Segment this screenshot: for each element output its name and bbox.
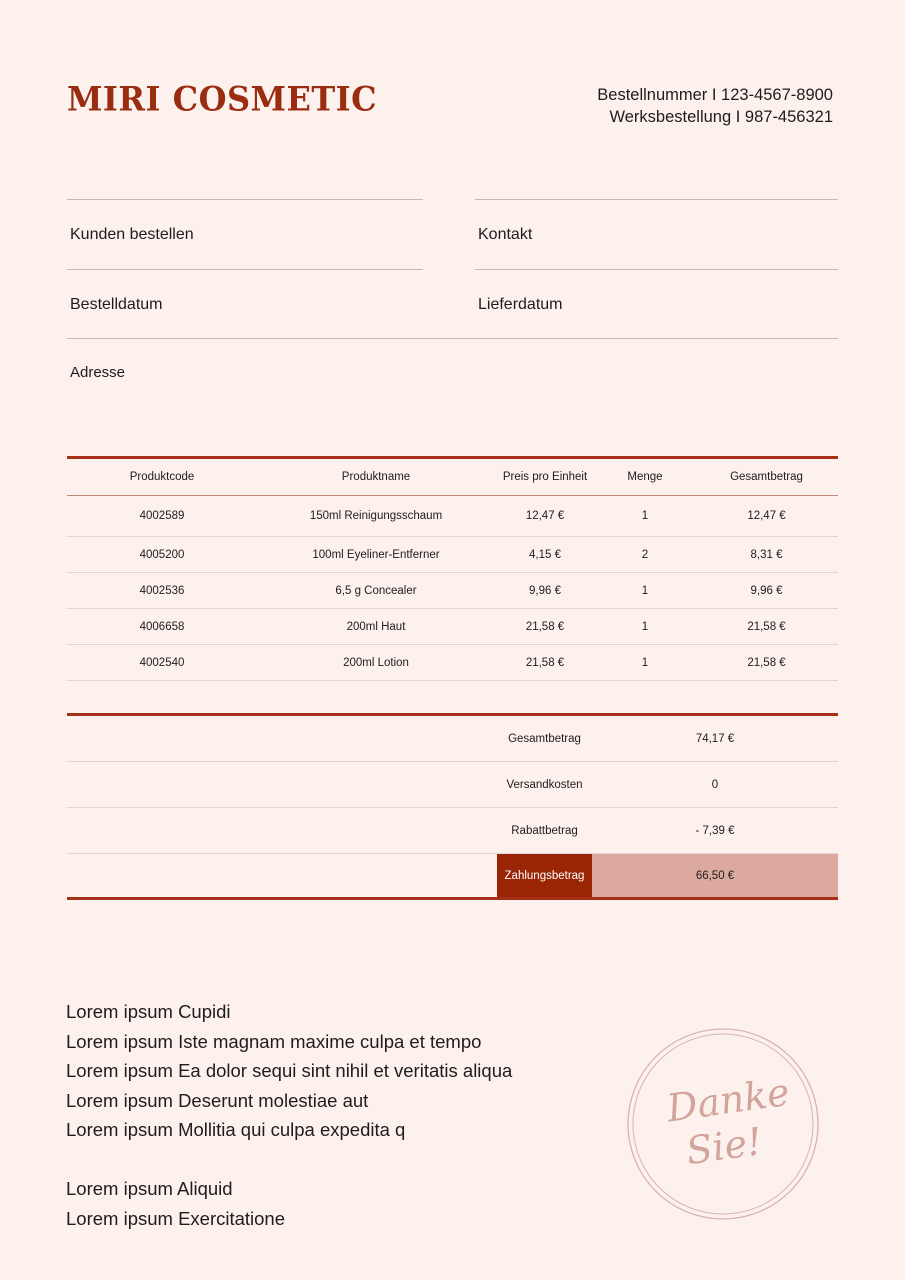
thank-you-stamp (626, 1027, 820, 1221)
summary-row-shipping (67, 762, 838, 808)
header-product-name: Produktname (341, 471, 411, 483)
header-unit-price: Preis pro Einheit (502, 471, 588, 483)
stamp-text-line2: Sie! (683, 1119, 765, 1174)
address-label: Adresse (70, 364, 126, 381)
note-line: Lorem ipsum Mollitia qui culpa expedita q (66, 1119, 406, 1140)
cell-price: 9,96 € (495, 573, 595, 609)
cell-total: 21,58 € (695, 645, 838, 681)
shipping-label: Versandkosten (506, 778, 583, 791)
cell-code: 4002589 (67, 496, 257, 537)
summary-row-discount (67, 808, 838, 854)
divider (475, 269, 838, 270)
cell-total: 9,96 € (695, 573, 838, 609)
header-product-code: Produktcode (129, 471, 195, 483)
table-row (67, 496, 838, 537)
cell-code: 4002536 (67, 573, 257, 609)
total-label: Zahlungsbetrag (497, 854, 592, 897)
cell-total: 8,31 € (695, 537, 838, 573)
cell-code: 4005200 (67, 537, 257, 573)
items-table (67, 456, 838, 681)
divider (67, 199, 423, 200)
cell-price: 21,58 € (495, 645, 595, 681)
customer-field-label: Kunden bestellen (70, 226, 194, 243)
order-number: Bestellnummer I 123-4567-8900 (597, 86, 833, 104)
note-line: Lorem ipsum Exercitatione (66, 1207, 286, 1229)
table-row (67, 537, 838, 573)
cell-qty: 1 (595, 609, 695, 645)
divider (67, 338, 838, 339)
note-line: Lorem ipsum Iste magnam maxime culpa et tempo (66, 1030, 482, 1052)
cell-name: 200ml Lotion (257, 645, 495, 681)
discount-value: - 7,39 € (695, 824, 735, 837)
header-quantity: Menge (627, 471, 663, 483)
header-total: Gesamtbetrag (730, 471, 803, 483)
subtotal-label: Gesamtbetrag (508, 732, 581, 745)
contact-field-label: Kontakt (478, 226, 533, 243)
note-line: Lorem ipsum Ea dolor sequi sint nihil et veritatis aliqua (66, 1060, 513, 1081)
cell-price: 4,15 € (495, 537, 595, 573)
table-row (67, 573, 838, 609)
cell-name: 150ml Reinigungsschaum (257, 496, 495, 537)
stamp-text-line1: Danke (664, 1069, 793, 1131)
cell-price: 12,47 € (495, 496, 595, 537)
brand-logo: MIRI COSMETIC (67, 79, 378, 119)
cell-name: 200ml Haut (257, 609, 495, 645)
total-value: 66,50 € (592, 854, 838, 897)
order-info (597, 84, 833, 128)
cell-qty: 1 (595, 496, 695, 537)
cell-qty: 1 (595, 645, 695, 681)
cell-total: 21,58 € (695, 609, 838, 645)
subtotal-value: 74,17 € (695, 732, 735, 745)
cell-qty: 1 (595, 573, 695, 609)
divider (475, 199, 838, 200)
cell-code: 4006658 (67, 609, 257, 645)
table-row (67, 609, 838, 645)
cell-total: 12,47 € (695, 496, 838, 537)
cell-code: 4002540 (67, 645, 257, 681)
divider (67, 269, 423, 270)
summary-block (67, 713, 838, 900)
table-row (67, 645, 838, 681)
note-line: Lorem ipsum Cupidi (66, 1001, 231, 1022)
shipping-value: 0 (711, 778, 719, 791)
table-header-row (67, 458, 838, 496)
notes-block (66, 997, 512, 1233)
note-line: Lorem ipsum Aliquid (66, 1178, 233, 1199)
summary-row-subtotal (67, 716, 838, 762)
note-line: Lorem ipsum Deserunt molestiae aut (66, 1089, 369, 1111)
summary-row-total (67, 854, 838, 897)
cell-name: 100ml Eyeliner-Entferner (257, 537, 495, 573)
cell-name: 6,5 g Concealer (257, 573, 495, 609)
cell-price: 21,58 € (495, 609, 595, 645)
order-date-label: Bestelldatum (70, 296, 163, 313)
delivery-date-label: Lieferdatum (478, 296, 563, 313)
factory-order: Werksbestellung I 987-456321 (609, 108, 833, 126)
discount-label: Rabattbetrag (511, 824, 578, 837)
cell-qty: 2 (595, 537, 695, 573)
